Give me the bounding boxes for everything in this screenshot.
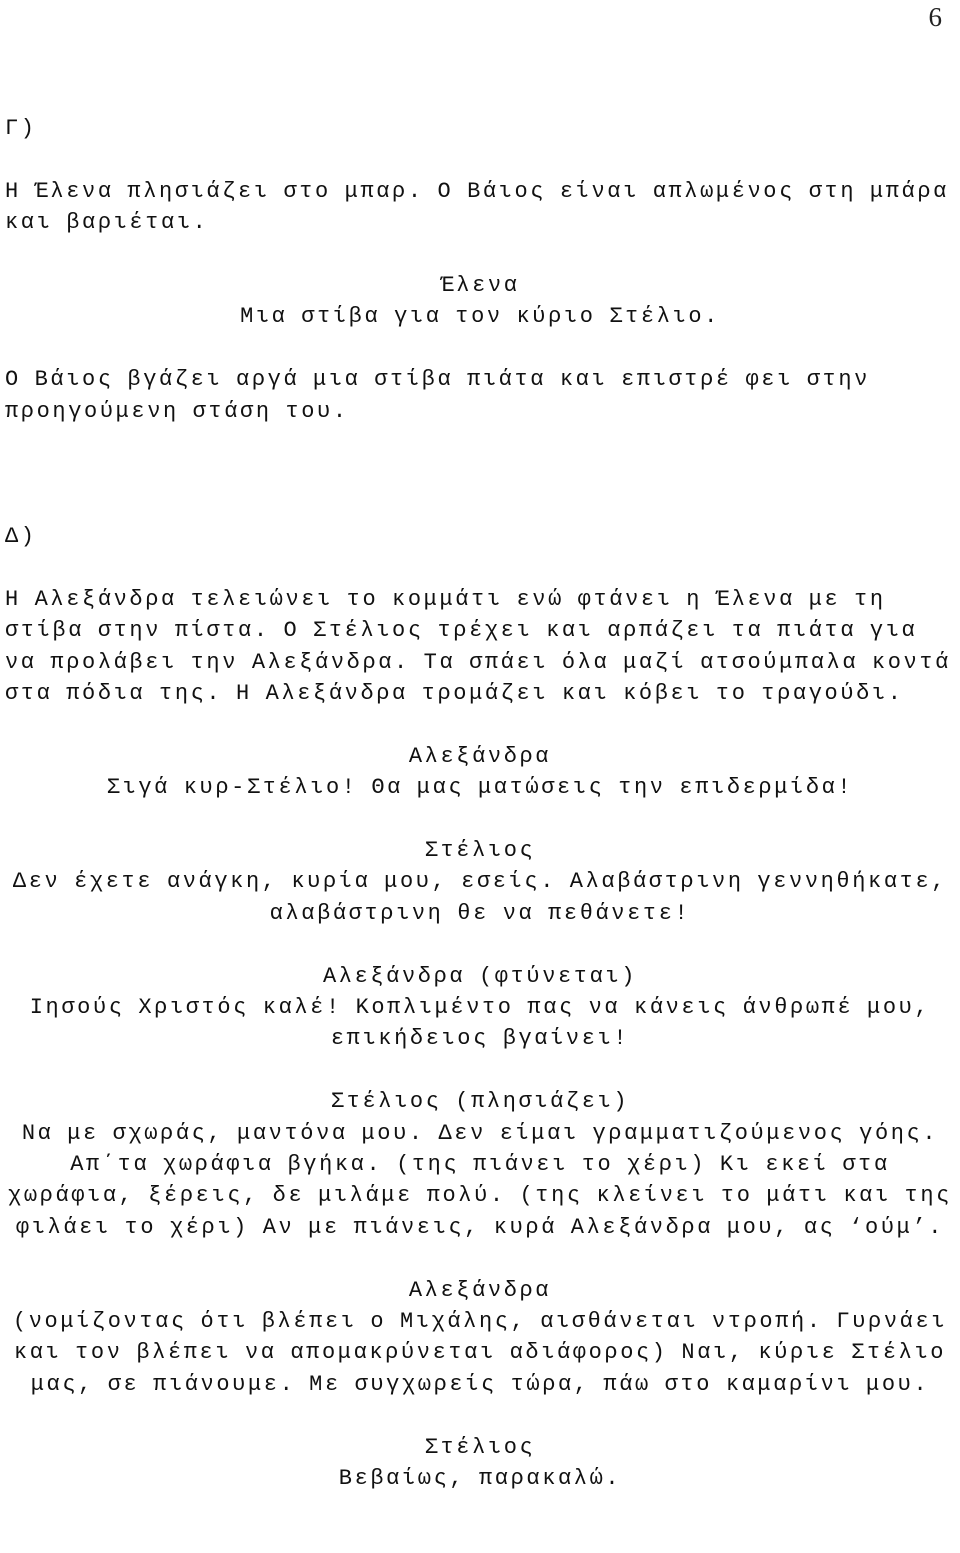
page-number: 6 [928, 2, 942, 32]
speaker-name: Στέλιος [424, 1434, 536, 1460]
screenplay-body [5, 113, 955, 1526]
speaker-name: Έλενα [440, 273, 520, 298]
dialogue-line: (νομίζοντας ότι βλέπει ο Μιχάλης, αισθάνεται ντροπή. Γυρνάει και τον βλέπει να απομακρύνεται αδιάφορος) Ναι, κύριε Στέλιο μας, σε πιάνουμε. Με συγχωρείς τώρα, πάω στο καμαρίνι μου. [12, 1309, 948, 1397]
action-line: Η Αλεξάνδρα τελειώνει το κομμάτι ενώ φτάνει η Έλενα με τη στίβα στην πίστα. Ο Στέλιος τρέχει και αρπάζει τα πιάτα για να προλάβει την Αλεξάνδρα. Τα σπάει όλα μαζί ατσούμπαλα κοντά στα πόδια της. Η Αλεξάνδρα τρομάζει και κόβει το τραγούδι. [5, 586, 951, 707]
dialogue-line: Να με σχωράς, μαντόνα μου. Δεν είμαι γραμματιζούμενος γόης. Απ΄τα χωράφια βγήκα. (της πιάνει το χέρι) Κι εκεί στα χωράφια, ξέρεις, δε μιλάμε πολύ. (της κλείνει το μάτι και της φιλάει το χέρι) Αν με πιάνεις, κυρά Αλεξάνδρα μου, ας ‘ούμ’. [8, 1120, 952, 1240]
dialogue-line: Μια στίβα για τον κύριο Στέλιο. [240, 304, 720, 330]
dialogue-line: Ιησούς Χριστός καλέ! Κοπλιμέντο πας να κάνεις άνθρωπέ μου, επικήδειος βγαίνει! [29, 995, 931, 1052]
speaker-name: Στέλιος [424, 838, 536, 864]
speaker-name: Στέλιος (πλησιάζει) [330, 1089, 630, 1115]
speaker-name: Αλεξάνδρα [408, 1277, 552, 1303]
dialogue-line: Σιγά κυρ-Στέλιο! Θα μας ματώσεις την επιδερμίδα! [106, 775, 854, 801]
section-heading: Γ) [5, 116, 37, 141]
action-line: Ο Βάιος βγάζει αργά μια στίβα πιάτα και επιστρέ φει στην προηγούμενη στάση του. [5, 367, 870, 424]
section-heading: Δ) [5, 524, 37, 550]
speaker-name: Αλεξάνδρα (φτύνεται) [322, 963, 638, 989]
dialogue-line: Δεν έχετε ανάγκη, κυρία μου, εσείς. Αλαβάστρινη γεννηθήκατε, αλαβάστρινη θε να πεθάνετε! [12, 869, 948, 926]
action-line: Η Έλενα πλησιάζει στο μπαρ. Ο Βάιος είναι απλωμένος στη μπάρα και βαριέται. [5, 178, 949, 236]
dialogue-line: Βεβαίως, παρακαλώ. [338, 1466, 622, 1492]
speaker-name: Αλεξάνδρα [408, 743, 552, 769]
